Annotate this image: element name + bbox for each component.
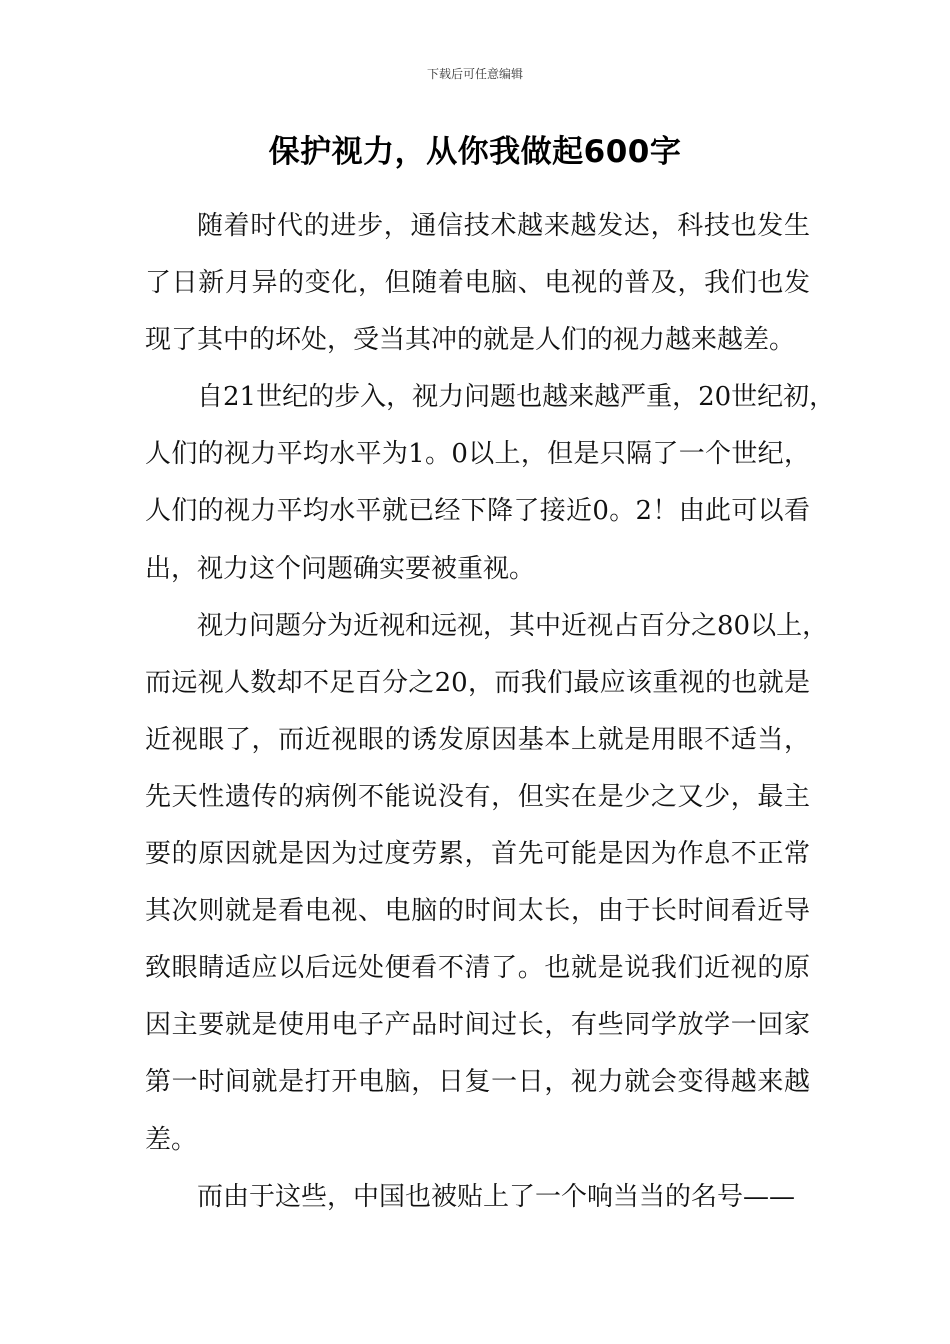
document-title: 保护视力，从你我做起600字 [268, 134, 682, 170]
text-line: 人们的视力平均水平就已经下降了接近0。2！由此可以看 [145, 496, 810, 527]
text-line: 其次则就是看电视、电脑的时间太长，由于长时间看近导 [145, 896, 810, 927]
text-line: 视力问题分为近视和远视，其中近视占百分之80以上， [197, 610, 829, 641]
text-line: 差。 [145, 1124, 198, 1155]
text-line: 人们的视力平均水平为1。0以上，但是只隔了一个世纪， [145, 439, 810, 470]
document-body [145, 198, 836, 1226]
header-note: 下载后可任意编辑 [426, 67, 523, 81]
text-line: 第一时间就是打开电脑，日复一日，视力就会变得越来越 [145, 1067, 810, 1098]
text-line: 自21世纪的步入，视力问题也越来越严重，20世纪初， [197, 382, 836, 413]
text-line: 出，视力这个问题确实要被重视。 [145, 553, 536, 584]
paragraph-1 [145, 198, 810, 369]
paragraph-4 [145, 1169, 810, 1226]
text-line: 现了其中的坏处，受当其冲的就是人们的视力越来越差。 [145, 325, 796, 356]
text-line: 了日新月异的变化，但随着电脑、电视的普及，我们也发 [145, 268, 810, 299]
text-line: 先天性遗传的病例不能说没有，但实在是少之又少，最主 [145, 781, 810, 812]
text-line: 近视眼了，而近视眼的诱发原因基本上就是用眼不适当， [145, 724, 810, 755]
paragraph-2 [145, 369, 836, 597]
text-line: 因主要就是使用电子产品时间过长，有些同学放学一回家 [145, 1010, 810, 1041]
text-line: 致眼睛适应以后远处便看不清了。也就是说我们近视的原 [145, 953, 810, 984]
text-line: 而远视人数却不足百分之20，而我们最应该重视的也就是 [145, 667, 810, 698]
paragraph-3 [145, 598, 829, 1169]
text-line: 而由于这些，中国也被贴上了一个响当当的名号—— [197, 1181, 796, 1212]
text-line: 随着时代的进步，通信技术越来越发达，科技也发生 [197, 211, 810, 241]
text-line: 要的原因就是因为过度劳累，首先可能是因为作息不正常 [145, 839, 810, 870]
